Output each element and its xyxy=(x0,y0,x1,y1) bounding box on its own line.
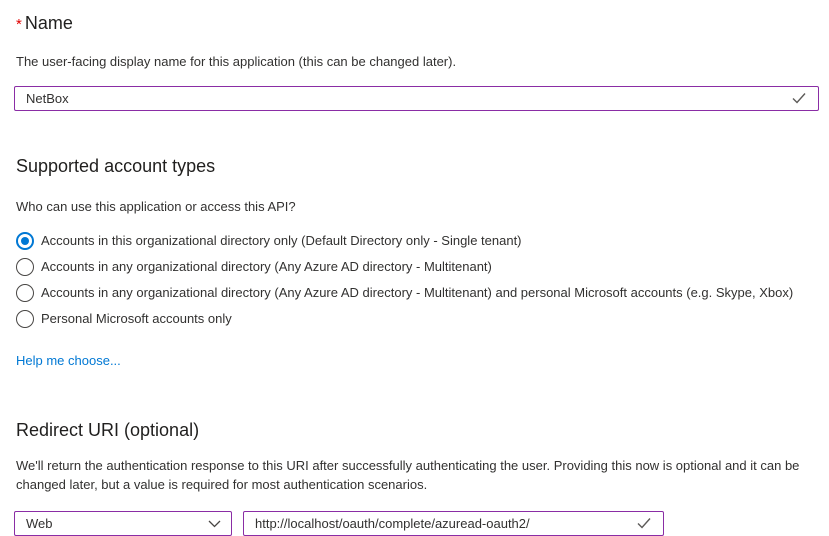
radio-button-icon xyxy=(16,258,34,276)
help-me-choose-link[interactable]: Help me choose... xyxy=(16,353,121,368)
redirect-uri-description: We'll return the authentication response to this URI after successfully authenticating the user. Providing this now is optional and it can be changed later, but a value is required for most authentication scenarios. xyxy=(16,458,800,492)
required-asterisk: * xyxy=(16,16,22,33)
radio-option-single-tenant[interactable] xyxy=(16,228,821,254)
redirect-uri-controls xyxy=(14,511,821,536)
radio-option-multitenant-personal[interactable] xyxy=(16,280,821,306)
name-title-text: Name xyxy=(24,13,73,33)
redirect-uri-input[interactable] xyxy=(243,511,664,536)
radio-option-label: Personal Microsoft accounts only xyxy=(41,311,232,326)
redirect-uri-section-title: Redirect URI (optional) xyxy=(16,420,200,440)
platform-select-dropdown[interactable] xyxy=(14,511,232,536)
name-field-wrapper xyxy=(14,86,819,111)
radio-option-label: Accounts in any organizational directory (Any Azure AD directory - Multitenant) xyxy=(41,259,492,274)
name-input[interactable] xyxy=(14,86,819,111)
account-types-radio-group xyxy=(16,228,821,332)
platform-selected-value: Web xyxy=(26,516,53,531)
radio-button-icon xyxy=(16,284,34,302)
radio-button-icon xyxy=(16,310,34,328)
account-types-question: Who can use this application or access this API? xyxy=(16,199,296,214)
chevron-down-icon xyxy=(208,520,221,528)
name-section-title xyxy=(16,11,821,37)
radio-option-label: Accounts in any organizational directory (Any Azure AD directory - Multitenant) and personal Microsoft accounts (e.g. Skype, Xbox) xyxy=(41,285,794,300)
radio-option-label: Accounts in this organizational directory only (Default Directory only - Single tenant) xyxy=(41,233,522,248)
account-types-section-title: Supported account types xyxy=(16,156,216,176)
radio-button-icon xyxy=(16,232,34,250)
redirect-uri-field-wrapper xyxy=(243,511,664,536)
radio-option-multitenant[interactable] xyxy=(16,254,821,280)
name-description: The user-facing display name for this application (this can be changed later). xyxy=(16,54,457,69)
radio-option-personal-only[interactable] xyxy=(16,306,821,332)
